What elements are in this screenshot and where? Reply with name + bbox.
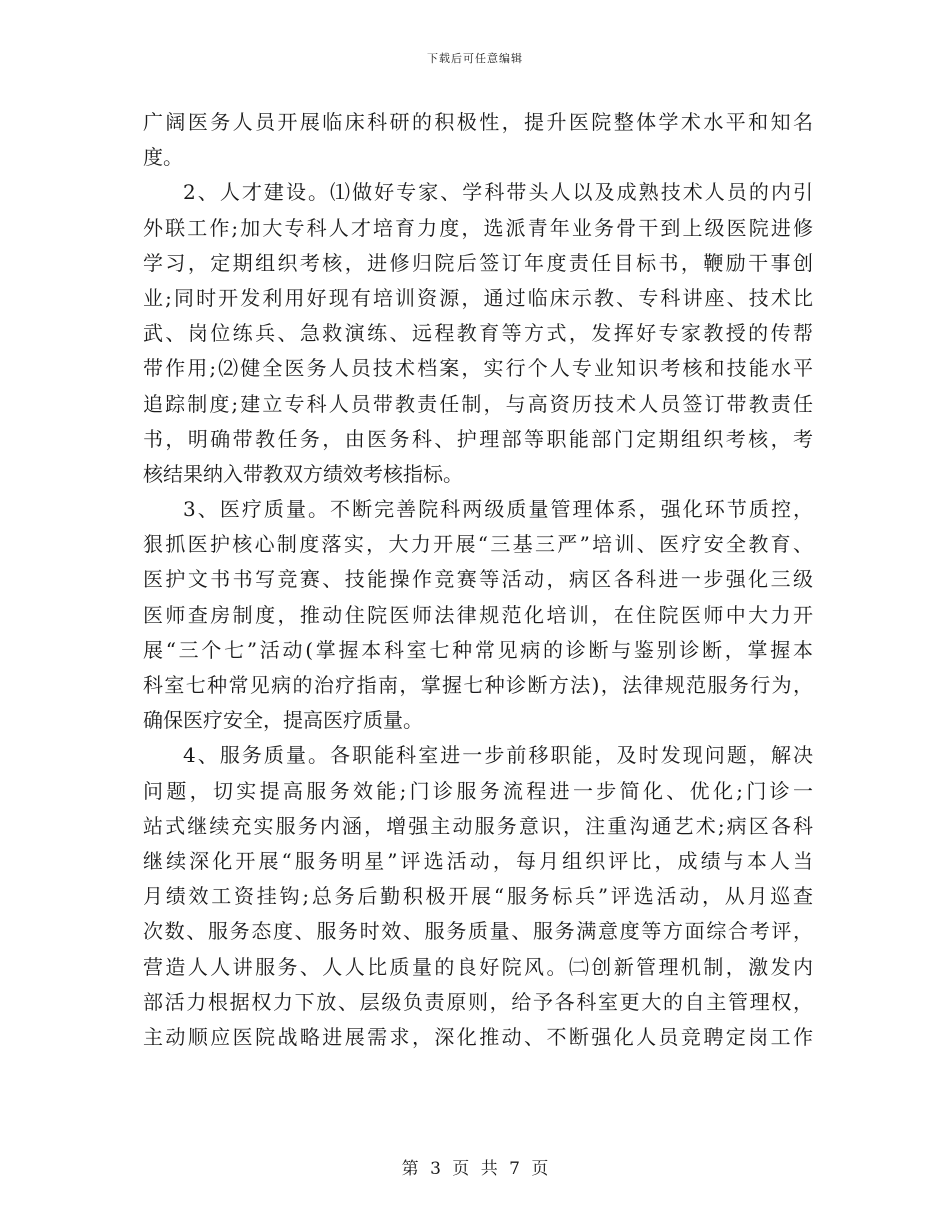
body-line: 站式继续充实服务内涵，增强主动服务意识，注重沟通艺术;病区各科: [143, 813, 813, 838]
body-line: 部活力根据权力下放、层级负责原则，给予各科室更大的自主管理权，: [143, 989, 813, 1014]
body-line: 3、医疗质量。不断完善院科两级质量管理体系，强化环节质控，: [183, 497, 813, 522]
body-line: 业;同时开发利用好现有培训资源，通过临床示教、专科讲座、技术比: [143, 285, 813, 310]
page-number: 第 3 页 共 7 页: [401, 1159, 549, 1179]
body-line: 科室七种常见病的治疗指南，掌握七种诊断方法)，法律规范服务行为，: [143, 673, 813, 697]
page-header: 下载后可任意编辑: [427, 52, 523, 65]
body-line: 月绩效工资挂钩;总务后勤积极开展“服务标兵”评选活动，从月巡查: [143, 884, 813, 909]
body-line: 主动顺应医院战略进展需求，深化推动、不断强化人员竞聘定岗工作: [143, 1024, 813, 1049]
body-line: 武、岗位练兵、急救演练、远程教育等方式，发挥好专家教授的传帮: [143, 321, 813, 346]
body-line: 医护文书书写竞赛、技能操作竞赛等活动，病区各科进一步强化三级: [143, 567, 813, 592]
body-line: 书，明确带教任务，由医务科、护理部等职能部门定期组织考核，考: [143, 426, 813, 451]
body-line: 外联工作;加大专科人才培育力度，选派青年业务骨干到上级医院进修: [143, 215, 813, 240]
document-body: [143, 105, 813, 1055]
body-line: 展“三个七”活动(掌握本科室七种常见病的诊断与鉴别诊断，掌握本: [143, 637, 813, 662]
body-line: 带作用;⑵健全医务人员技术档案，实行个人专业知识考核和技能水平: [143, 356, 813, 381]
body-line: 确保医疗安全，提高医疗质量。: [143, 708, 423, 733]
body-line: 继续深化开展“服务明星”评选活动，每月组织评比，成绩与本人当: [143, 848, 813, 873]
body-line: 4、服务质量。各职能科室进一步前移职能，及时发现问题，解决: [183, 743, 813, 768]
body-line: 问题，切实提高服务效能;门诊服务流程进一步简化、优化;门诊一: [143, 778, 813, 803]
body-line: 次数、服务态度、服务时效、服务质量、服务满意度等方面综合考评，: [143, 919, 813, 944]
body-line: 广阔医务人员开展临床科研的积极性，提升医院整体学术水平和知名: [143, 110, 813, 134]
body-line: 2、人才建设。⑴做好专家、学科带头人以及成熟技术人员的内引: [183, 180, 813, 205]
body-line: 营造人人讲服务、人人比质量的良好院风。㈡创新管理机制，激发内: [143, 954, 813, 979]
body-line: 狠抓医护核心制度落实，大力开展“三基三严”培训、医疗安全教育、: [143, 532, 813, 557]
body-line: 学习，定期组织考核，进修归院后签订年度责任目标书，鞭励干事创: [143, 250, 813, 275]
body-line: 核结果纳入带教双方绩效考核指标。: [143, 461, 463, 486]
body-line: 度。: [143, 145, 183, 170]
body-line: 医师查房制度，推动住院医师法律规范化培训，在住院医师中大力开: [143, 602, 813, 627]
body-line: 追踪制度;建立专科人员带教责任制，与高资历技术人员签订带教责任: [143, 391, 813, 416]
